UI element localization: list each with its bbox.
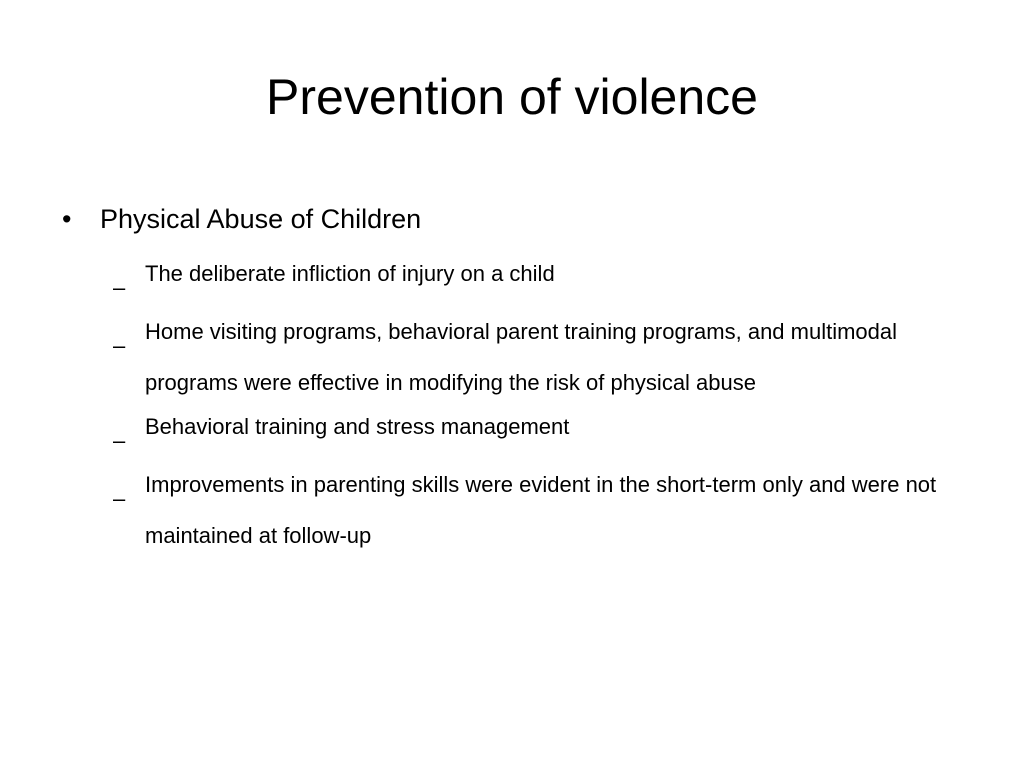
dash-marker: – xyxy=(113,428,126,453)
dash-marker: – xyxy=(113,275,126,300)
bullet-item xyxy=(62,199,962,239)
bullet-marker: • xyxy=(62,204,72,234)
dash-marker: – xyxy=(113,333,126,358)
sub-bullet-item xyxy=(113,473,963,561)
dash-marker: – xyxy=(113,486,126,511)
bullet-text: Physical Abuse of Children xyxy=(100,204,422,234)
sub-bullet-text: Improvements in parenting skills were evident in the short-term only and were not maintained at follow-up xyxy=(145,472,937,548)
sub-bullet-item xyxy=(113,320,963,408)
sub-bullet-text: Home visiting programs, behavioral parent training programs, and multimodal programs were effective in modifying the risk of physical abuse xyxy=(145,319,898,395)
sub-bullet-text: Behavioral training and stress management xyxy=(145,414,570,439)
sub-bullet-text: The deliberate infliction of injury on a child xyxy=(145,261,555,286)
sub-bullet-list xyxy=(113,262,963,568)
slide-title: Prevention of violence xyxy=(266,69,758,125)
